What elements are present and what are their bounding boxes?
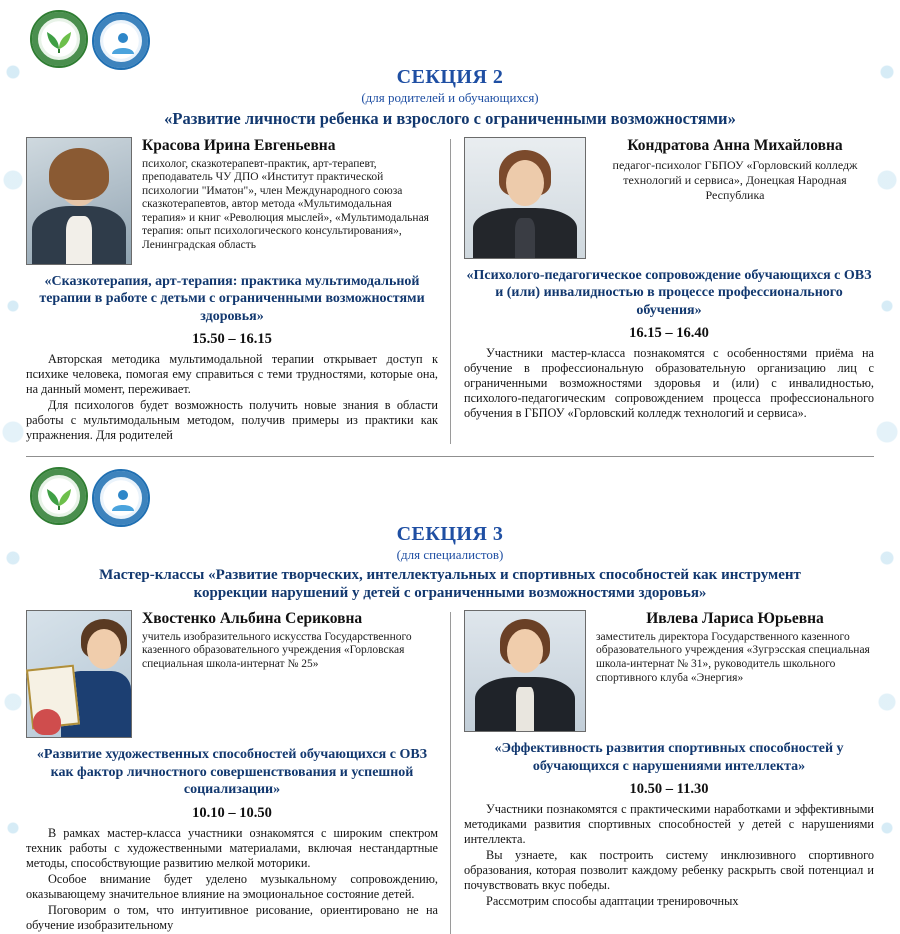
talk-description <box>464 346 874 421</box>
section-3-header <box>26 463 874 606</box>
speaker-description: заместитель директора Государственного казенного образовательного учреждения «Зугрэсская специальная школа-интернат № 31», руководитель школьного спортивного клуба «Энергия» <box>596 630 870 684</box>
portrait-krasova <box>26 137 132 265</box>
section-3 <box>0 457 900 932</box>
speaker-name: Ивлева Лариса Юрьевна <box>646 610 824 627</box>
talk-time: 16.15 – 16.40 <box>629 325 709 342</box>
paragraph: Поговорим о том, что интуитивное рисование, ориентировано не на обучение изобразительному <box>26 902 438 932</box>
speaker-description: психолог, сказкотерапевт-практик, арт-терапевт, преподаватель ЧУ ДПО «Институт практической психологии "Иматон"», член Международного союза сказкотерапевтов, автор метода «Мультимодальная терапия» и книг «Революция мыслей», «Мультимодальная терапия: опыт психологического консультирования», Ленинградская область <box>142 157 429 251</box>
paragraph: Авторская методика мультимодальной терапии открывает доступ к психике человека, помогая ему справиться с теми трудностями, которые она, на данный момент, переживает. <box>26 352 438 397</box>
paragraph: Вы узнаете, как построить систему инклюзивного спортивного образования, которая позволит каждому ребенку раскрыть свой потенциал и почувствовать вкус победы. <box>464 848 874 892</box>
speaker-description: педагог-психолог ГБПОУ «Горловский колледж технологий и сервиса», Донецкая Народная Республика <box>612 157 858 202</box>
section-3-name: Мастер-классы «Развитие творческих, интеллектуальных и спортивных способностей как инструмент коррекции нарушений у детей с ограниченными возможностями здоровья» <box>99 567 801 601</box>
speaker-name: Красова Ирина Евгеньевна <box>142 136 336 154</box>
paragraph: Рассмотрим способы адаптации тренировочных <box>486 894 739 908</box>
paragraph: Участники мастер-класса познакомятся с особенностями приёма на обучение в профессиональную образовательную организацию лиц с ограниченными возможностями здоровья и (или) с инвалидностью, психолого-педагогическим сопровождением процесса профессионального обучения в ГБПОУ «Горловский колледж технологий и сервиса». <box>464 346 874 421</box>
portrait-hvostenko <box>26 610 132 738</box>
section-3-columns <box>26 610 874 934</box>
section-3-title: СЕКЦИЯ 3 <box>396 523 504 545</box>
conference-emblem-blue-icon <box>92 469 150 527</box>
talk-title: «Психолого-педагогическое сопровождение обучающихся с ОВЗ и (или) инвалидностью в процессе профессионального обучения» <box>466 267 872 318</box>
paragraph: Участники познакомятся с практическими наработками и эффективными методиками развития спортивных способностей у детей с нарушениями интеллекта. <box>464 802 874 846</box>
talk-time: 15.50 – 16.15 <box>192 331 272 348</box>
talk-description <box>26 826 438 933</box>
section-2-header <box>26 6 874 133</box>
portrait-ivleva <box>464 610 586 732</box>
talk-description <box>26 352 438 443</box>
conference-emblem-green-icon <box>30 467 88 525</box>
section-3-speaker-2 <box>450 610 874 934</box>
speaker-name: Кондратова Анна Михайловна <box>627 136 843 154</box>
section-2-speaker-2 <box>450 137 874 445</box>
talk-title: «Развитие художественных способностей обучающихся с ОВЗ как фактор личностного совершенствования и успешной социализации» <box>36 747 428 797</box>
section-2 <box>0 0 900 450</box>
conference-emblem-green-icon <box>30 10 88 68</box>
section-2-speaker-1 <box>26 137 450 445</box>
section-3-subtitle: (для специалистов) <box>396 547 504 562</box>
speaker-name: Хвостенко Альбина Сериковна <box>142 610 363 627</box>
talk-title: «Эффективность развития спортивных способностей у обучающихся с нарушениями интеллекта» <box>494 741 844 774</box>
portrait-kondratova <box>464 137 586 259</box>
paragraph: Особое внимание будет уделено музыкальному сопровождению, оказывающему значительное влияние на эмоциональное состояние детей. <box>26 871 438 901</box>
section-2-subtitle: (для родителей и обучающихся) <box>361 90 539 105</box>
talk-description <box>464 802 874 909</box>
speaker-description: учитель изобразительного искусства Государственного казенного образовательного учреждения «Горловская специальная школа-интернат № 25» <box>142 630 412 670</box>
talk-time: 10.50 – 11.30 <box>629 781 709 797</box>
section-3-speaker-1 <box>26 610 450 934</box>
talk-time: 10.10 – 10.50 <box>192 804 272 821</box>
section-2-title: СЕКЦИЯ 2 <box>396 66 504 88</box>
talk-title: «Сказкотерапия, арт-терапия: практика мультимодальной терапии в работе с детьми с ограниченными возможностями здоровья» <box>39 273 425 324</box>
paragraph: Для психологов будет возможность получить новые знания в области работы с мультимодальным методом, получив примеры из практики как упражнения. Для родителей <box>26 398 438 443</box>
conference-emblem-blue-icon <box>92 12 150 70</box>
section-2-columns <box>26 137 874 445</box>
section-2-name: «Развитие личности ребенка и взрослого с ограниченными возможностями» <box>164 109 736 128</box>
paragraph: В рамках мастер-класса участники ознакомятся с широким спектром техник работы с художественными материалами, включая нестандартные методы, способствующие развитию мелкой моторики. <box>26 825 438 870</box>
